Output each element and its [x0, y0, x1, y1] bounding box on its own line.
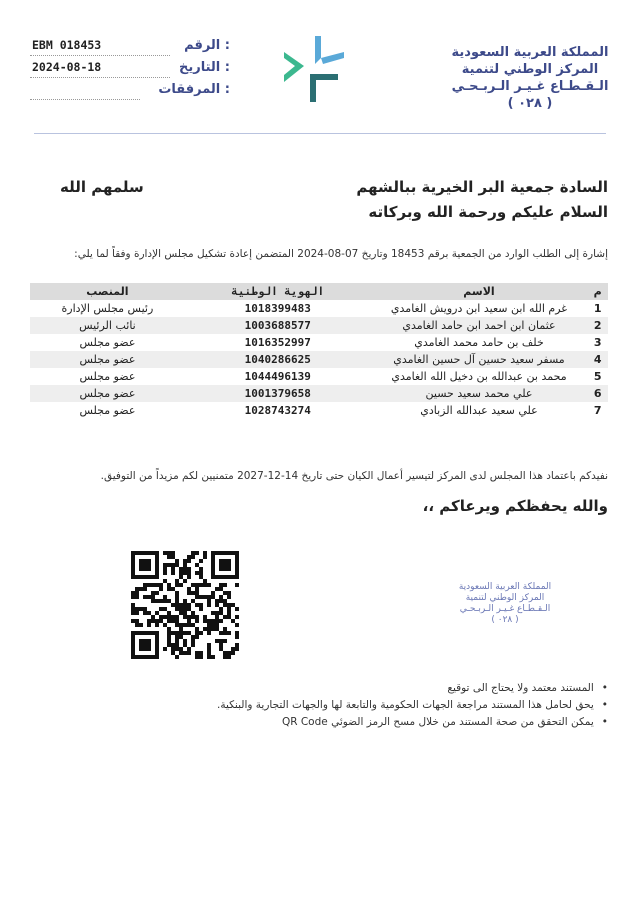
stamp-line-1: المملكة العربية السعودية — [458, 582, 552, 592]
row-role: نائب الرئيس — [30, 317, 185, 334]
meta-date-value: 2024-08-18 — [32, 60, 102, 74]
row-national-id: 1018399483 — [244, 302, 311, 315]
row-role: عضو مجلس — [30, 351, 185, 368]
row-role: عضو مجلس — [79, 404, 136, 417]
meta-attachments-label: المرفقات : — [158, 82, 230, 97]
meta-date-label: التاريخ : — [179, 60, 230, 75]
list-item: • يحق لحامل هذا المستند مراجعة الجهات الحكومية والتابعة لها والجهات التجارية والبنكية. — [217, 699, 608, 716]
org-name-block — [450, 44, 610, 112]
org-line-3: الـقـطـاع غـيـر الـربـحـي — [451, 79, 609, 94]
org-line-1: المملكة العربية السعودية — [451, 45, 609, 60]
addressee: السادة جمعية البر الخيرية ببالشهم — [356, 178, 608, 196]
list-item: • يمكن التحقق من صحة المستند من خلال مسح الرمز الضوئي QR Code — [217, 716, 608, 733]
table-row — [30, 317, 608, 334]
row-idx: 3 — [593, 336, 602, 349]
org-code: ( ٠٢٨ ) — [507, 96, 553, 111]
meta-number-value: EBM 018453 — [32, 38, 102, 52]
org-stamp — [440, 582, 570, 626]
table-header-row — [30, 283, 608, 300]
ncnp-logo-icon — [282, 30, 346, 106]
meta-attachments-line — [30, 99, 140, 100]
reference-paragraph: إشارة إلى الطلب الوارد من الجمعية برقم 18453 وتاريخ 07-08-2024 المتضمن إعادة تشكيل مجلس الإدارة وفقاً لما يلي: — [74, 248, 608, 260]
meta-number-row — [30, 38, 230, 60]
meta-number-line — [30, 55, 170, 56]
meta-number-label: الرقم : — [184, 38, 230, 53]
meta-date-row — [30, 60, 230, 82]
org-line-2: المركز الوطني لتنمية — [461, 62, 599, 77]
row-name: علي محمد سعيد حسين — [371, 385, 588, 402]
row-name: عثمان ابن احمد ابن حامد الغامدي — [371, 317, 588, 334]
row-name: علي سعيد عبدالله الزبادي — [420, 404, 538, 417]
col-header-name: الاسم — [371, 283, 588, 300]
salutation-left: سلمهم الله — [60, 178, 144, 196]
stamp-line-3: الـقـطـاع غـيـر الـربـحـي — [459, 604, 551, 614]
row-name: خلف بن حامد محمد الغامدي — [414, 336, 544, 349]
col-header-national-id: الهوية الوطنية — [185, 283, 371, 300]
table-row — [30, 385, 608, 402]
col-header-role: المنصب — [30, 283, 185, 300]
row-idx: 1 — [593, 302, 602, 315]
meta-attachments-row — [30, 82, 230, 104]
row-national-id: 1016352997 — [244, 336, 311, 349]
row-national-id: 1028743274 — [244, 404, 311, 417]
row-idx: 2 — [587, 317, 608, 334]
notes-list — [217, 682, 608, 733]
row-role: عضو مجلس — [79, 336, 136, 349]
table-row — [30, 351, 608, 368]
list-item: • المستند معتمد ولا يحتاج الى توقيع — [217, 682, 608, 699]
col-header-idx: م — [587, 283, 608, 300]
table-row — [30, 334, 608, 351]
row-name: غرم الله ابن سعيد ابن درويش الغامدي — [390, 302, 568, 315]
row-name: محمد بن عبدالله بن دخيل الله الغامدي — [391, 370, 567, 383]
row-national-id: 1003688577 — [185, 317, 371, 334]
row-idx: 4 — [587, 351, 608, 368]
row-idx: 7 — [593, 404, 602, 417]
row-national-id: 1001379658 — [185, 385, 371, 402]
row-national-id: 1044496139 — [244, 370, 311, 383]
header-divider — [34, 133, 606, 134]
row-role: رئيس مجلس الإدارة — [61, 302, 154, 315]
row-name: مسفر سعيد حسين آل حسين الغامدي — [371, 351, 588, 368]
stamp-code: ( ٠٢٨ ) — [491, 615, 519, 625]
meta-date-line — [30, 77, 170, 78]
qr-code-icon[interactable] — [131, 551, 239, 659]
row-idx: 6 — [587, 385, 608, 402]
letter-meta — [30, 38, 230, 104]
row-idx: 5 — [593, 370, 602, 383]
row-national-id: 1040286625 — [185, 351, 371, 368]
table-row — [30, 368, 608, 385]
row-role: عضو مجلس — [79, 370, 136, 383]
approval-paragraph: نفيدكم باعتماد هذا المجلس لدى المركز لتيسير أعمال الكيان حتى تاريخ 14-12-2027 متمنيين لكم مزيداً من التوفيق. — [100, 470, 608, 482]
row-role: عضو مجلس — [30, 385, 185, 402]
closing-line: والله يحفظكم ويرعاكم ،، — [422, 497, 608, 515]
table-row — [30, 402, 608, 419]
greeting: السلام عليكم ورحمة الله وبركاته — [368, 203, 608, 221]
stamp-line-2: المركز الوطني لتنمية — [465, 593, 545, 603]
table-row — [30, 300, 608, 317]
board-members-table — [30, 283, 608, 419]
